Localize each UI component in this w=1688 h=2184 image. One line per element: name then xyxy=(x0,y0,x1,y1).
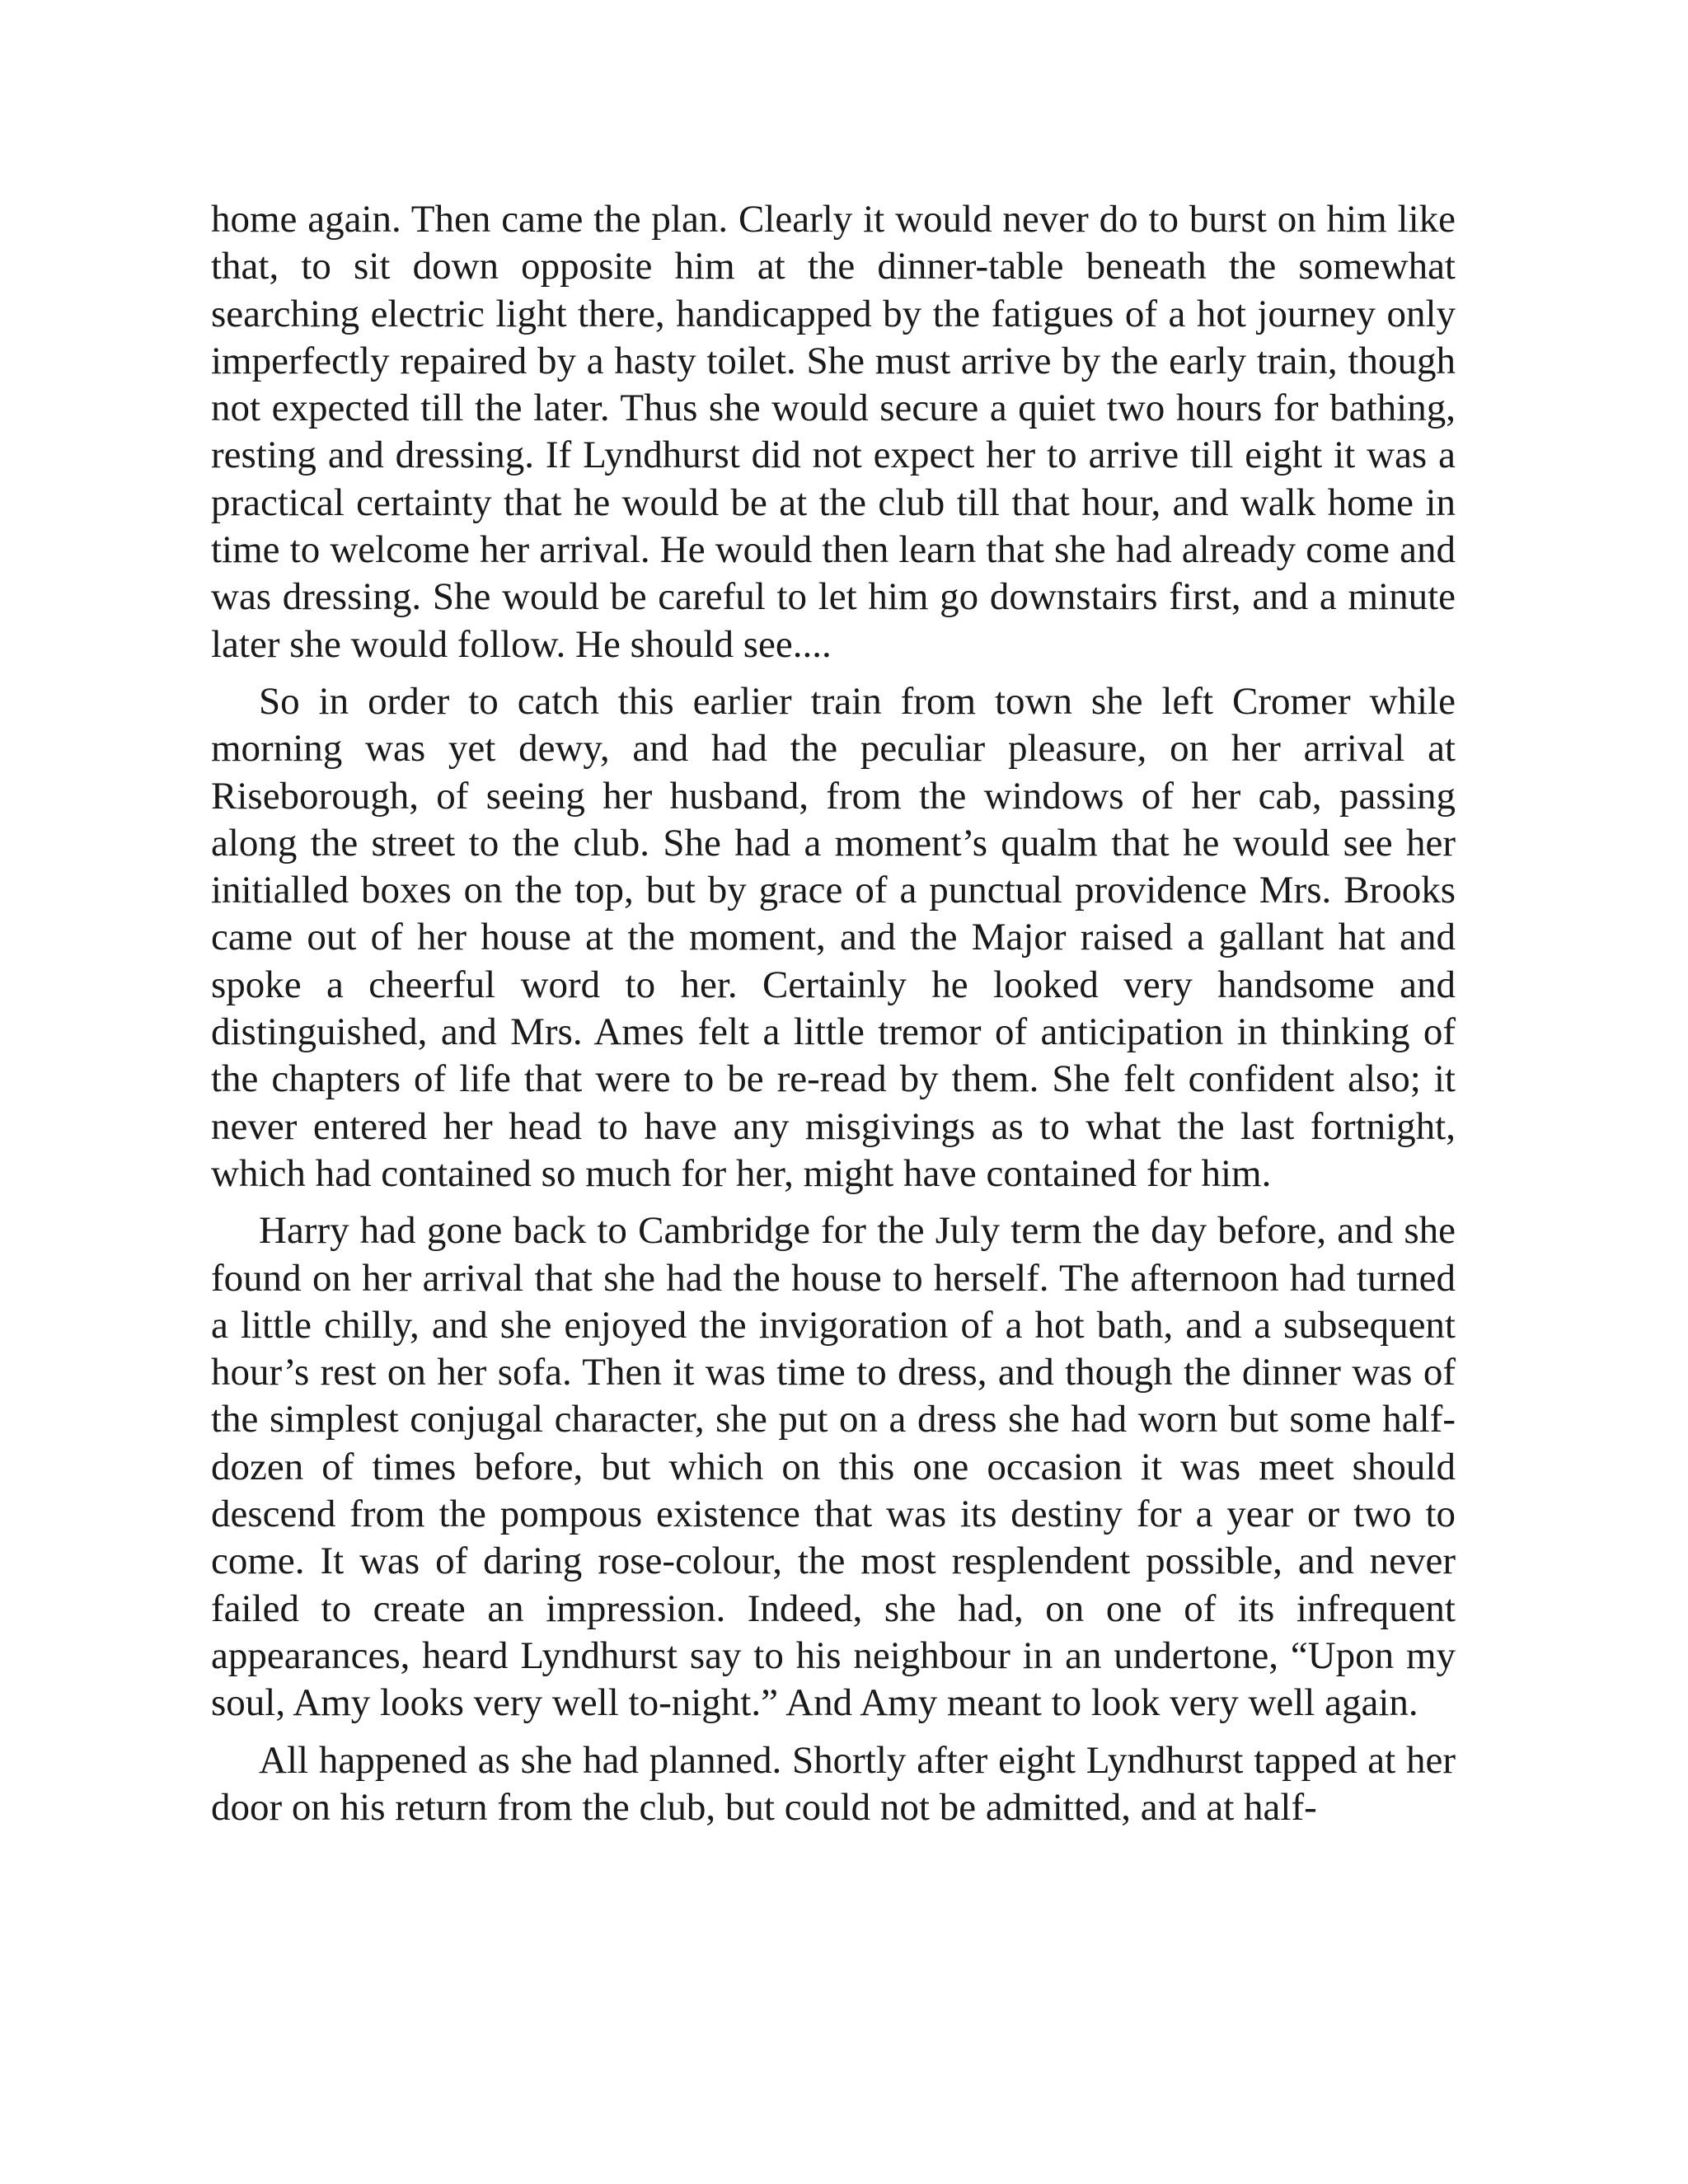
body-text xyxy=(211,196,1456,1841)
paragraph: Harry had gone back to Cambridge for the July term the day before, and she found on her arrival that she had the house to herself. The afternoon had turned a little chilly, and she enjoyed the invigoration of a hot bath, and a subsequent hour’s rest on her sofa. Then it was time to dress, and though the dinner was of the simplest conjugal character, she put on a dress she had worn but some half-dozen of times before, but which on this one occasion it was meet should descend from the pompous existence that was its destiny for a year or two to come. It was of daring rose-colour, the most resplendent possible, and never failed to create an impression. Indeed, she had, on one of its infrequent appearances, heard Lyndhurst say to his neighbour in an undertone, “Upon my soul, Amy looks very well to-night.” And Amy meant to look very well again. xyxy=(211,1209,1456,1725)
paragraph: So in order to catch this earlier train from town she left Cromer while morning was yet dewy, and had the peculiar pleasure, on her arrival at Riseborough, of seeing her husband, from the windows of her cab, passing along the street to the club. She had a moment’s qualm that he would see her initialled boxes on the top, but by grace of a punctual providence Mrs. Brooks came out of her house at the moment, and the Major raised a gallant hat and spoke a cheerful word to her. Certainly he looked very handsome and distinguished, and Mrs. Ames felt a little tremor of anticipation in thinking of the chapters of life that were to be re-read by them. She felt confident also; it never entered her head to have any misgivings as to what the last fortnight, which had contained so much for her, might have contained for him. xyxy=(211,679,1456,1195)
paragraph-continued: home again. Then came the plan. Clearly it would never do to burst on him like that, to sit down opposite him at the dinner-table beneath the somewhat searching electric light there, handicapped by the fatigues of a hot journey only imperfectly repaired by a hasty toilet. She must arrive by the early train, though not expected till the later. Thus she would secure a quiet two hours for bathing, resting and dressing. If Lyndhurst did not expect her to arrive till eight it was a practical certainty that he would be at the club till that hour, and walk home in time to welcome her arrival. He would then learn that she had already come and was dressing. She would be careful to let him go downstairs first, and a minute later she would follow. He should see.... xyxy=(211,198,1456,666)
paragraph: All happened as she had planned. Shortly after eight Lyndhurst tapped at her door on his return from the club, but could not be admitted, and at half- xyxy=(211,1738,1456,1829)
